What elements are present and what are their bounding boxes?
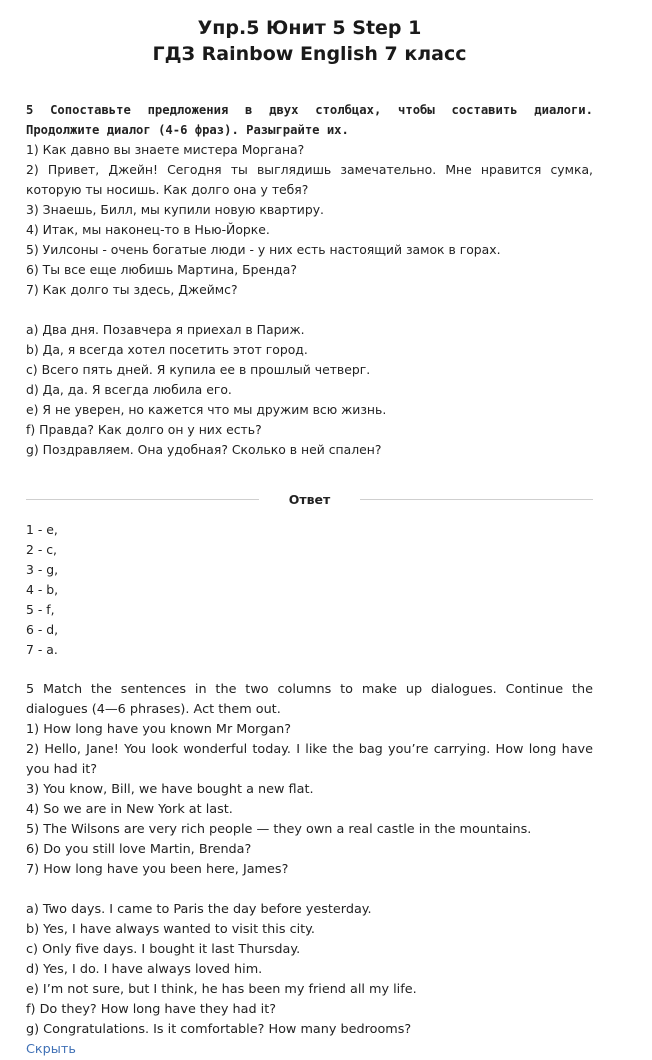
answer-divider [26,489,593,509]
question-en: 6) Do you still love Martin, Brenda? [26,842,252,857]
question-en: 2) Hello, Jane! You look wonderful today. I like the bag you’re carrying. How long have you had it? [26,742,593,777]
answer-option-en: g) Congratulations. Is it comfortable? How many bedrooms? [26,1022,412,1037]
answer-option-en: c) Only five days. I bought it last Thursday. [26,942,301,957]
answer-option-ru: a) Два дня. Позавчера я приехал в Париж. [26,322,305,337]
question-en: 3) You know, Bill, we have bought a new flat. [26,782,314,797]
title-line-2: ГДЗ Rainbow English 7 класс [152,43,467,65]
question-ru: 6) Ты все еще любишь Мартина, Бренда? [26,262,297,277]
answer-option-ru: d) Да, да. Я всегда любила его. [26,382,232,397]
divider-rule-right [360,499,593,500]
answer-option-en: a) Two days. I came to Paris the day before yesterday. [26,902,372,917]
answer-pair: 6 - d, [26,622,59,637]
task-ru-header: 5 Сопоставьте предложения в двух столбцах, чтобы составить диалоги. Продолжите диалог (4-6 фраз). Разыграйте их. [26,103,593,137]
task-en [26,680,593,1040]
spacer [26,880,593,900]
answer-option-ru: f) Правда? Как долго он у них есть? [26,422,262,437]
spacer [26,660,593,680]
question-en: 4) So we are in New York at last. [26,802,233,817]
answer-option-en: d) Yes, I do. I have always loved him. [26,962,263,977]
answer-pair: 4 - b, [26,582,59,597]
question-ru: 4) Итак, мы наконец-то в Нью-Йорке. [26,222,270,237]
question-ru: 3) Знаешь, Билл, мы купили новую квартиру. [26,202,324,217]
answer-pair: 7 - a. [26,642,58,657]
answer-option-en: b) Yes, I have always wanted to visit this city. [26,922,315,937]
answer-pair: 5 - f, [26,602,55,617]
page-title [26,15,593,67]
answer-pair: 3 - g, [26,562,59,577]
answer-option-ru: b) Да, я всегда хотел посетить этот город. [26,342,308,357]
answer-option-ru: e) Я не уверен, но кажется что мы дружим всю жизнь. [26,402,387,417]
question-ru: 5) Уилсоны - очень богатые люди - у них есть настоящий замок в горах. [26,242,501,257]
question-en: 5) The Wilsons are very rich people — they own a real castle in the mountains. [26,822,532,837]
title-line-1: Упр.5 Юнит 5 Step 1 [197,17,422,39]
hide-link[interactable]: Скрыть [26,1042,76,1057]
answer-pair: 1 - e, [26,522,58,537]
question-ru: 2) Привет, Джейн! Сегодня ты выглядишь замечательно. Мне нравится сумка, которую ты носишь. Как долго она у тебя? [26,162,593,197]
question-ru: 7) Как долго ты здесь, Джеймс? [26,282,238,297]
spacer [26,300,593,320]
question-en: 7) How long have you been here, James? [26,862,289,877]
divider-rule-left [26,499,259,500]
answer-option-ru: c) Всего пять дней. Я купила ее в прошлый четверг. [26,362,371,377]
question-en: 1) How long have you known Mr Morgan? [26,722,292,737]
answer-pairs [26,520,593,660]
task-ru-questions [26,140,593,300]
answer-option-en: e) I’m not sure, but I think, he has been my friend all my life. [26,982,417,997]
answer-option-ru: g) Поздравляем. Она удобная? Сколько в ней спален? [26,442,382,457]
page-content [26,0,593,1060]
answer-heading: Ответ [288,491,331,507]
question-ru: 1) Как давно вы знаете мистера Моргана? [26,142,305,157]
answer-option-en: f) Do they? How long have they had it? [26,1002,277,1017]
task-ru-answers [26,320,593,460]
task-en-header: 5 Match the sentences in the two columns to make up dialogues. Continue the dialogues (4—6 phrases). Act them out. [26,682,593,717]
answer-pair: 2 - c, [26,542,57,557]
